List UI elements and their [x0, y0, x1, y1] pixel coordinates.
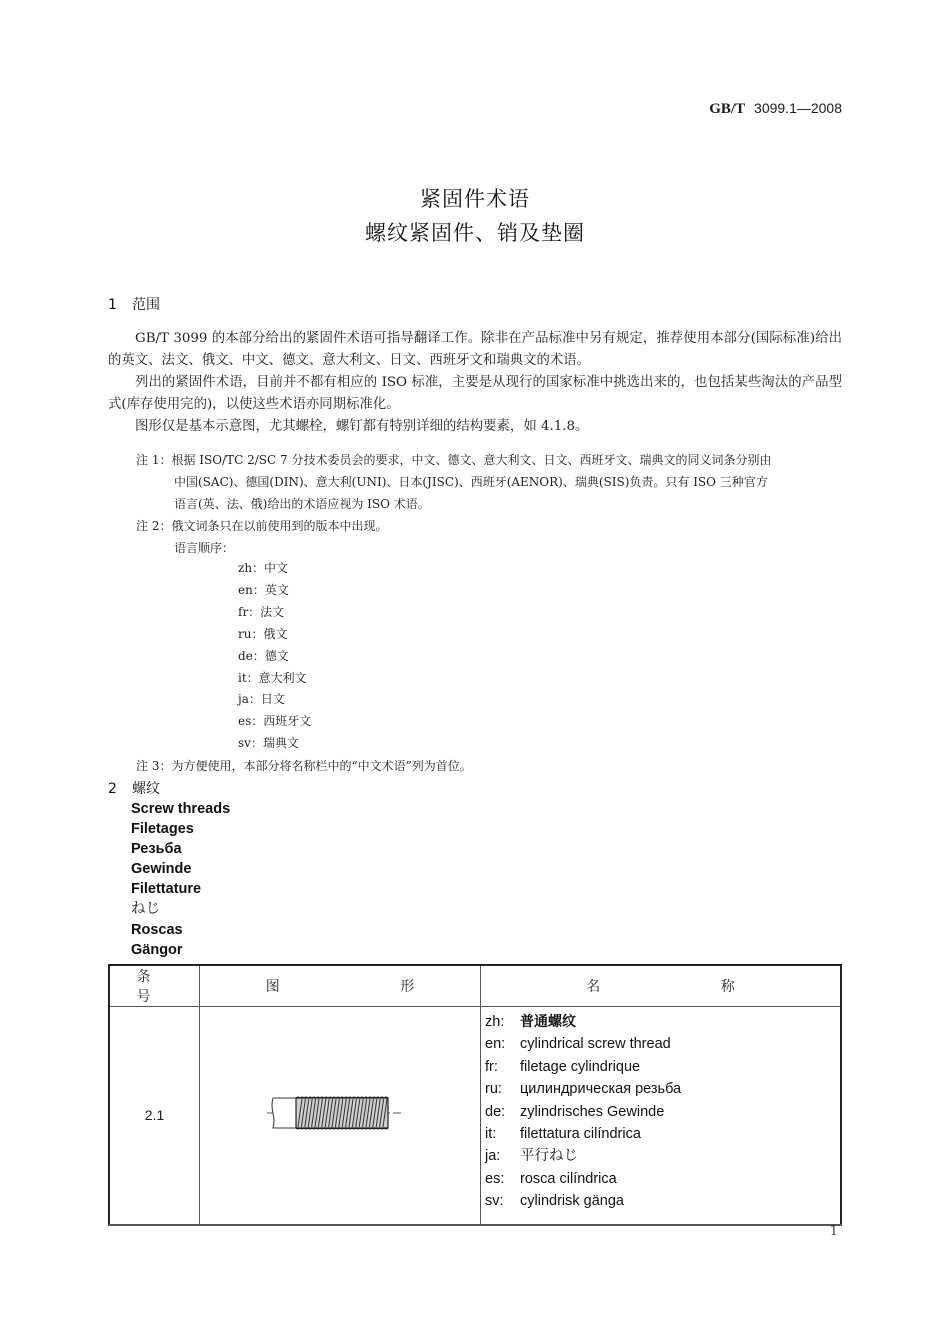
- scope-body: [108, 328, 842, 438]
- name-entry-it: it: filettatura cilíndrica: [485, 1126, 641, 1143]
- section-number: 2: [108, 781, 117, 797]
- name-entry-fr: fr: filetage cylindrique: [485, 1058, 641, 1075]
- note-text: 为方便使用，本部分将名称栏中的“中文术语”列为首位。: [171, 759, 472, 773]
- section-1-heading: [108, 294, 160, 314]
- language-item: es：西班牙文: [238, 714, 312, 729]
- language-item: it：意大利文: [238, 670, 307, 685]
- name-entry-en: en: cylindrical screw thread: [485, 1036, 671, 1053]
- section-title: 范围: [132, 297, 160, 313]
- terms-table: [108, 964, 842, 1226]
- scope-paragraph: 图形仅是基本示意图，尤其螺栓，螺钉都有特别详细的结构要素，如 4.1.8。: [135, 419, 589, 434]
- term-sv: Gängor: [131, 941, 183, 958]
- language-item: zh：中文: [238, 561, 289, 575]
- note-label: 注 1：: [136, 453, 172, 467]
- header-name: 名 称: [481, 965, 842, 1007]
- note-1: [136, 449, 846, 515]
- table-row: [109, 1007, 841, 1225]
- name-entry-de: de: zylindrisches Gewinde: [485, 1103, 665, 1120]
- standard-code: [709, 100, 842, 118]
- note-text: 根据 ISO/TC 2/SC 7 分技术委员会的要求，中文、德文、意大利文、日文、西班牙文、瑞典文的同义词条分别由: [171, 453, 772, 467]
- scope-paragraph: 列出的紧固件术语，目前并不都有相应的 ISO 标准，主要是从现行的国家标准中挑选出来的，也包括某些淘汰的产品型式(库存使用完的)，以使这些术语亦同期标准化。: [108, 375, 842, 412]
- name-entry-ru: ru: цилиндрическая резьба: [485, 1081, 682, 1098]
- table-header-row: [109, 965, 841, 1007]
- header-figure: 图 形: [200, 965, 481, 1007]
- name-entry-es: es: rosca cilíndrica: [485, 1170, 617, 1187]
- term-fr: Filetages: [131, 821, 194, 838]
- term-ru: Резьба: [131, 841, 182, 858]
- name-entry-ja: ja: 平行ねじ: [485, 1148, 578, 1165]
- language-item: en：英文: [238, 582, 289, 597]
- page-number: 1: [829, 1224, 838, 1239]
- name-entry-zh: zh: 普通螺纹: [485, 1014, 576, 1030]
- section-2-heading: [108, 778, 160, 798]
- document-title-line2: 螺纹紧固件、销及垫圈: [365, 221, 585, 245]
- term-de: Gewinde: [131, 861, 192, 878]
- term-it: Filettature: [131, 881, 202, 898]
- language-order-list: [238, 558, 311, 755]
- language-item: fr：法文: [238, 604, 285, 619]
- section-title: 螺纹: [132, 781, 160, 797]
- note-3: [136, 755, 472, 777]
- section-number: 1: [108, 297, 117, 313]
- note-text: 中国(SAC)、德国(DIN)、意大利(UNI)、日本(JISC)、西班牙(AENOR)、瑞典(SIS)负责。只有 ISO 三种官方: [174, 475, 768, 489]
- scope-paragraph: GB/T 3099 的本部分给出的紧固件术语可指导翻译工作。除非在产品标准中另有规定，推荐使用本部分(国际标准)给出的英文、法文、俄文、中文、德文、意大利文、日文、西班牙文和瑞典文的术语。: [108, 331, 842, 368]
- cylindrical-screw-thread-drawing-icon: [265, 1093, 405, 1133]
- term-es: Roscas: [131, 921, 183, 938]
- language-order-label: 语言顺序：: [174, 541, 235, 555]
- standard-prefix: GB/T: [709, 101, 746, 117]
- language-item: ja：日文: [238, 692, 285, 707]
- section-2-translations: [131, 799, 230, 960]
- header-clause: 条 号: [109, 965, 200, 1007]
- names-cell: [481, 1007, 842, 1225]
- standard-number: 3099.1—2008: [754, 100, 842, 116]
- note-2: [136, 515, 387, 559]
- term-en: Screw threads: [131, 801, 231, 817]
- language-item: ru：俄文: [238, 626, 288, 641]
- document-title-line1: 紧固件术语: [420, 187, 530, 211]
- note-label: 注 2：: [136, 519, 172, 533]
- note-text: 俄文词条只在以前使用到的版本中出现。: [171, 519, 388, 533]
- name-entry-sv: sv: cylindrisk gänga: [485, 1193, 624, 1210]
- term-ja: ねじ: [131, 901, 160, 918]
- clause-number: 2.1: [109, 1007, 200, 1225]
- note-text: 语言(英、法、俄)给出的术语应视为 ISO 术语。: [174, 497, 430, 511]
- figure-cell: [200, 1007, 481, 1225]
- language-item: de：德文: [238, 648, 289, 663]
- language-item: sv：瑞典文: [238, 736, 299, 751]
- note-label: 注 3：: [136, 759, 172, 773]
